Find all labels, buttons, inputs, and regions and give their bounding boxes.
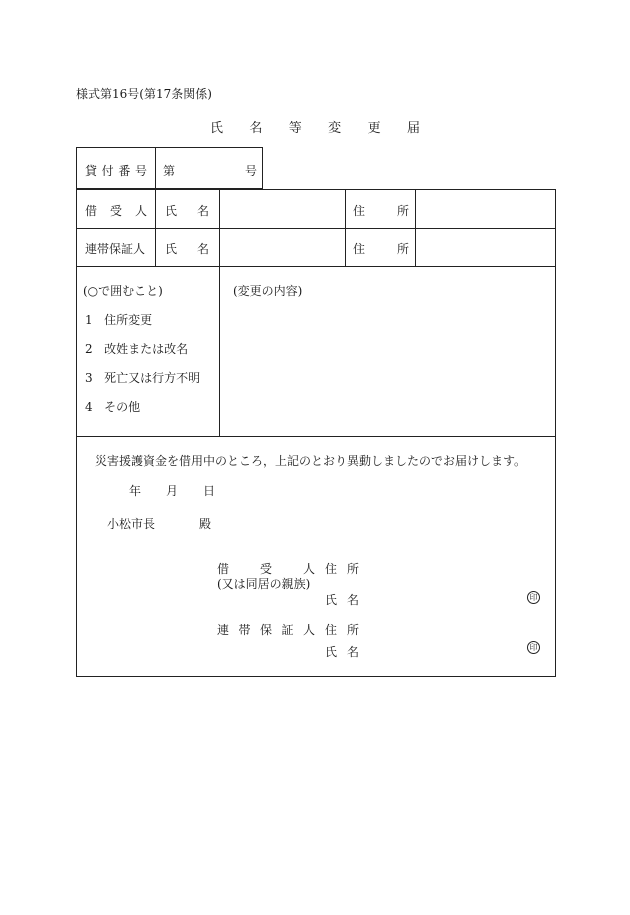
title-char: 氏 — [210, 121, 224, 136]
guarantor-address-label: 住 所 — [353, 242, 409, 256]
sign-borrower-name-label: 氏 名 — [325, 593, 359, 607]
loan-number-prefix: 第 — [163, 164, 176, 178]
title-char: 名 — [249, 121, 263, 136]
addressee: 小松市長 — [107, 517, 156, 531]
honorific: 殿 — [199, 517, 212, 531]
title-char: 届 — [406, 121, 420, 136]
sign-guarantor-address-label: 住 所 — [325, 623, 359, 637]
sign-borrower-label: 借 受 人 — [217, 562, 315, 576]
sign-guarantor-label: 連 帯 保 証 人 — [217, 623, 315, 637]
main-form-table — [76, 189, 556, 677]
change-instruction: (○で囲むこと) — [83, 284, 163, 298]
title-char: 変 — [328, 121, 342, 136]
change-item-address[interactable]: 1 住所変更 — [85, 313, 153, 327]
guarantor-name-label: 氏 名 — [165, 242, 209, 256]
borrower-address-field[interactable] — [417, 192, 553, 226]
loan-number-label: 貸 付 番 号 — [85, 164, 147, 178]
loan-number-box — [76, 147, 263, 189]
borrower-label: 借 受 人 — [85, 204, 147, 218]
title-char: 等 — [288, 121, 302, 136]
seal-mark: 印 — [527, 641, 540, 654]
guarantor-label: 連帯保証人 — [85, 242, 146, 256]
borrower-name-label: 氏 名 — [165, 204, 209, 218]
change-item-death[interactable]: 3 死亡又は行方不明 — [85, 371, 201, 385]
change-item-name[interactable]: 2 改姓または改名 — [85, 342, 189, 356]
loan-number-field[interactable] — [173, 159, 243, 177]
change-content-field[interactable] — [223, 302, 551, 432]
borrower-name-field[interactable] — [221, 192, 343, 226]
title-char: 更 — [367, 121, 381, 136]
date-line: 年 月 日 — [129, 484, 215, 498]
loan-number-suffix: 号 — [245, 164, 258, 178]
sign-borrower-address-label: 住 所 — [325, 562, 359, 576]
guarantor-name-field[interactable] — [221, 230, 343, 264]
sign-guarantor-name-label: 氏 名 — [325, 645, 359, 659]
borrower-note: (又は同居の親族) — [217, 577, 311, 591]
change-item-other[interactable]: 4 その他 — [85, 400, 141, 414]
guarantor-address-field[interactable] — [417, 230, 553, 264]
document-title — [210, 117, 420, 136]
change-content-label: (変更の内容) — [233, 284, 303, 298]
declaration-statement: 災害援護資金を借用中のところ，上記のとおり異動しましたのでお届けします。 — [95, 454, 527, 468]
form-number: 様式第16号(第17条関係) — [76, 87, 212, 101]
borrower-address-label: 住 所 — [353, 204, 409, 218]
seal-mark: 印 — [527, 591, 540, 604]
